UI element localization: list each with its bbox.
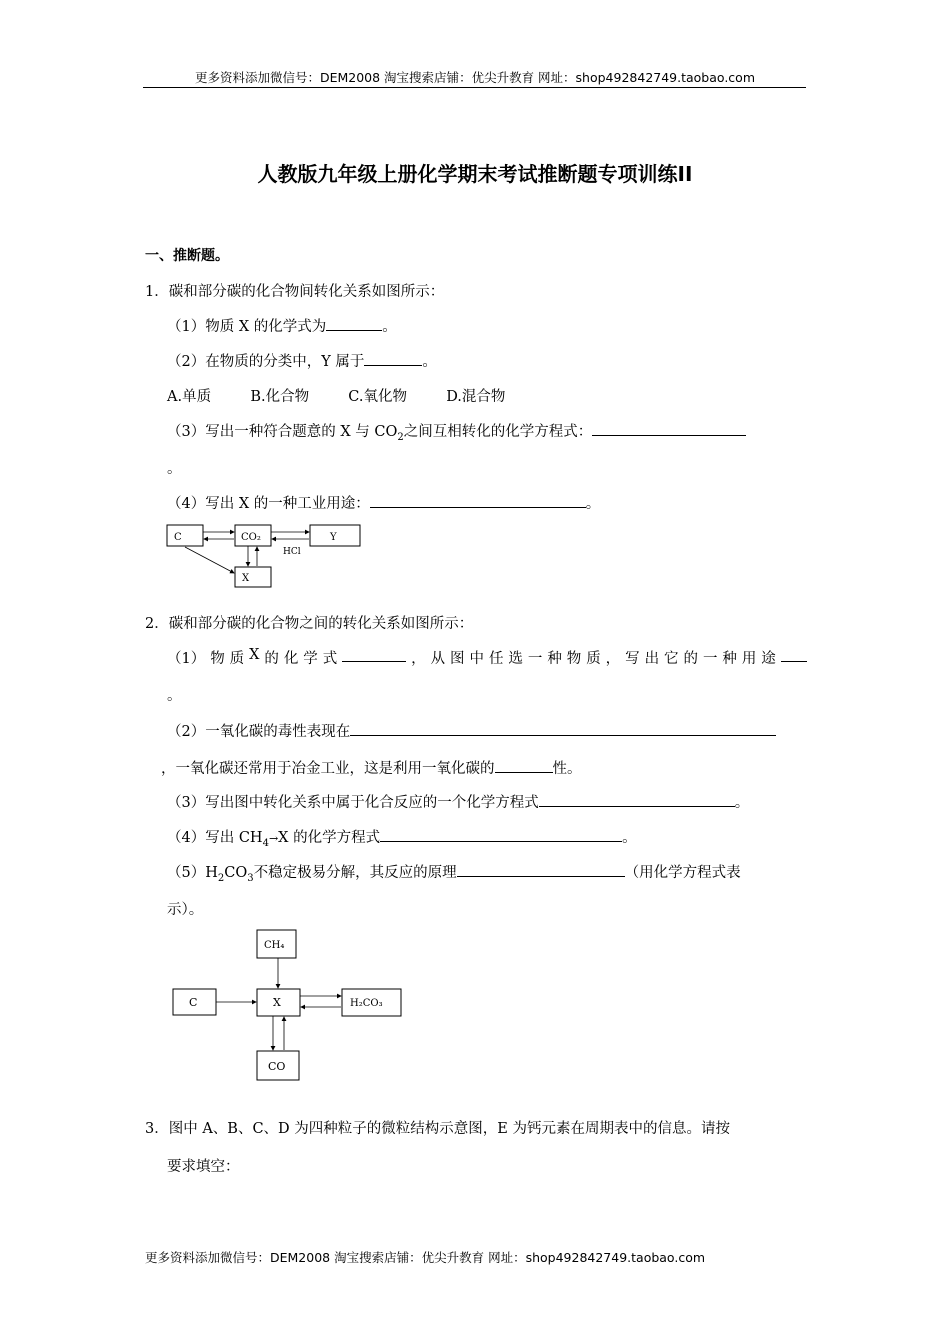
q2-part1-w16: 种 — [547, 651, 562, 667]
q2-part1-w27: 途 — [761, 651, 776, 667]
q1-option-a: A.单质 — [167, 389, 212, 405]
q2-part5-mid: CO — [224, 865, 248, 881]
q1-part3-text-b: 之间互相转化的化学方程式： — [403, 424, 593, 440]
q2-part3-text: （3）写出图中转化关系中属于化合反应的一个化学方程式 — [167, 795, 539, 811]
q2-part1-w24: 一 — [702, 651, 718, 667]
q2-part1-w20: 写 — [625, 651, 640, 667]
q1-part4 — [167, 492, 600, 513]
q1-part2-blank — [364, 351, 422, 366]
q1-node-y: Y — [330, 532, 337, 543]
q1-part2-end: 。 — [422, 354, 437, 370]
q2-part2-blank1 — [350, 721, 776, 736]
q2-part4-sub: 4 — [262, 837, 269, 849]
q2-part5-blank — [457, 862, 625, 877]
q2-part4-arrow: → — [268, 832, 279, 845]
q1-option-c: C.氧化物 — [348, 389, 407, 405]
q2-diagram — [160, 925, 410, 1085]
q2-node-co: CO — [268, 1060, 286, 1073]
q1-node-x-box — [235, 567, 271, 587]
q2-part2-text-b: ，一氧化碳还常用于冶金工业，这是利用一氧化碳的 — [161, 761, 495, 777]
q2-part5-sub2: 3 — [247, 872, 254, 884]
q2-part1-w23: 的 — [683, 651, 698, 667]
q2-part4-end: 。 — [622, 830, 637, 846]
page-header: 更多资料添加微信号：DEM2008 淘宝搜索店铺：优尖升教育 网址：shop492842749.taobao.com — [194, 70, 756, 85]
q1-options — [167, 385, 505, 406]
q2-part5-sub1: 2 — [217, 872, 225, 884]
q1-part2 — [167, 350, 437, 371]
q1-part4-text: （4）写出 X 的一种工业用途： — [167, 496, 370, 512]
q2-node-ch4: CH₄ — [264, 940, 285, 951]
q2-part1-w13: 任 — [488, 651, 504, 667]
q2-part2-cont — [161, 757, 582, 778]
q2-part1-w0: （1） — [167, 651, 206, 667]
q2-part4-text-b: X 的化学方程式 — [278, 830, 381, 846]
q2-node-x: X — [273, 996, 281, 1009]
q2-part5-text-a: （5）H — [167, 865, 218, 881]
q1-part3-end: 。 — [167, 461, 182, 477]
q2-part1 — [167, 647, 807, 668]
q1-node-c-box — [167, 525, 203, 546]
q1-part1-text: （1）物质 X 的化学式为 — [167, 319, 327, 335]
q1-part1-end: 。 — [382, 319, 397, 335]
q2-part5-text-c: （用化学方程式表 — [624, 865, 741, 881]
q2-part1-end: 。 — [167, 688, 182, 704]
q2-part1-w25: 种 — [722, 651, 737, 667]
q2-part1-w18: 质 — [586, 651, 601, 667]
q1-node-c: C — [174, 532, 182, 543]
q1-option-d: D.混合物 — [446, 389, 506, 405]
q1-option-b: B.化合物 — [250, 389, 310, 405]
q1-arrow-c-x — [185, 547, 234, 573]
q2-part1-w26: 用 — [741, 651, 757, 667]
q2-part2-end: 性。 — [552, 761, 582, 777]
q1-part3-text-a: （3）写出一种符合题意的 X 与 CO — [167, 424, 398, 440]
q1-part3-blank — [592, 421, 746, 436]
q2-part3-blank — [539, 792, 735, 807]
q2-node-h2co3: H₂CO₃ — [350, 998, 383, 1009]
q1-node-co2: CO₂ — [241, 532, 261, 543]
q1-label-hcl: HCl — [283, 547, 301, 557]
q2-part1-blank2 — [781, 647, 807, 662]
q2-part4-blank — [380, 827, 622, 842]
section-heading: 一、推断题。 — [145, 248, 229, 264]
q1-stem: 1．碳和部分碳的化合物间转化关系如图所示： — [145, 284, 445, 300]
q2-part1-w15: 一 — [527, 651, 543, 667]
q2-part2-text: （2）一氧化碳的毒性表现在 — [167, 724, 351, 740]
q2-part1-w9: ， — [411, 651, 426, 667]
q2-part1-w17: 物 — [566, 651, 582, 667]
q2-part3-end: 。 — [734, 795, 750, 811]
q2-part4 — [167, 826, 637, 849]
q1-part2-text: （2）在物质的分类中，Y 属于 — [167, 354, 365, 370]
q2-part5 — [167, 861, 741, 884]
q2-part5-end: 示）。 — [167, 902, 204, 918]
q2-part3 — [167, 791, 749, 812]
q2-stem: 2．碳和部分碳的化合物之间的转化关系如图所示： — [145, 616, 474, 632]
q2-part1-w11: 图 — [450, 651, 465, 667]
q1-part1 — [167, 315, 397, 336]
q2-part1-blank1 — [342, 647, 406, 662]
q1-part4-end: 。 — [585, 496, 601, 512]
header-divider — [143, 87, 806, 88]
q2-part1-w7: 式 — [322, 651, 338, 667]
q1-part3-sub: 2 — [397, 431, 404, 443]
q2-part1-w10: 从 — [430, 651, 446, 667]
q1-part3 — [167, 420, 746, 443]
q2-part1-w19: ， — [605, 651, 621, 667]
q1-diagram — [160, 520, 370, 590]
q3-line2: 要求填空： — [167, 1159, 240, 1175]
q2-part1-w14: 选 — [508, 651, 523, 667]
q2-part2-blank2 — [495, 758, 553, 773]
q2-part1-w22: 它 — [664, 651, 679, 667]
q1-node-x: X — [242, 573, 250, 584]
page-title: 人教版九年级上册化学期末考试推断题专项训练II — [257, 162, 693, 186]
q2-part1-w2: 质 — [229, 651, 245, 667]
q3-line1: 3．图中 A、B、C、D 为四种粒子的微粒结构示意图，E 为钙元素在周期表中的信息。请按 — [145, 1121, 730, 1137]
q2-part2 — [167, 720, 776, 741]
q2-part1-w3: X — [249, 647, 260, 663]
q2-part4-text-a: （4）写出 CH — [167, 830, 263, 846]
q2-part1-w1: 物 — [210, 651, 225, 667]
q2-part1-w21: 出 — [644, 651, 660, 667]
q2-node-c: C — [189, 996, 198, 1009]
q1-part4-blank — [370, 493, 586, 508]
q2-part1-w12: 中 — [469, 651, 484, 667]
page-footer: 更多资料添加微信号：DEM2008 淘宝搜索店铺：优尖升教育 网址：shop492842749.taobao.com — [145, 1250, 706, 1265]
q1-part1-blank — [326, 316, 382, 331]
q2-part1-w5: 化 — [283, 651, 299, 667]
q2-part1-w4: 的 — [264, 651, 279, 667]
q2-part1-w6: 学 — [303, 651, 318, 667]
q2-part5-text-b: 不稳定极易分解，其反应的原理 — [253, 865, 457, 881]
